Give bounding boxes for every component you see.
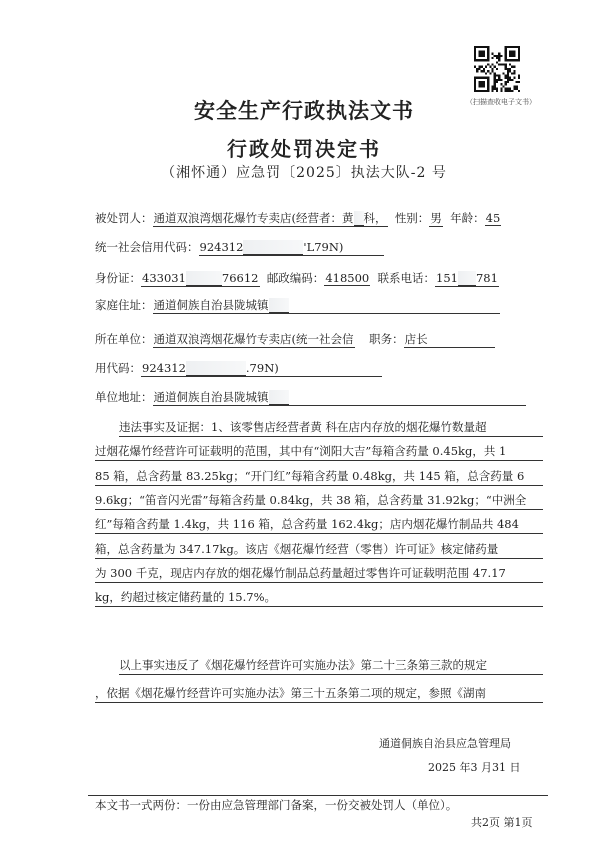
basis-line: ，依据《烟花爆竹经营许可实施办法》第三十五条第二项的规定，参照《湖南 xyxy=(95,685,543,703)
id-label: 身份证： xyxy=(95,271,141,285)
facts-line: 为 300 千克，现店内存放的烟花爆竹制品总药量超过零售许可证载明范围 47.17 xyxy=(95,565,543,583)
footer-note: 本文书一式两份：一份由应急管理部门备案，一份交被处罚人（单位）。 xyxy=(95,798,458,812)
unit-row xyxy=(95,331,495,348)
home-address-value: 通道侗族自治县陇城镇 xyxy=(153,297,500,314)
party-age-label: 年龄： xyxy=(450,211,485,225)
issuing-organization: 通道侗族自治县应急管理局 xyxy=(379,737,511,750)
credit-code-label: 统一社会信用代码： xyxy=(95,240,199,254)
party-name-label: 被处罚人： xyxy=(95,211,153,225)
home-address-row xyxy=(95,297,500,314)
facts-line: kg，约超过核定储药量的 15.7%。 xyxy=(95,589,543,607)
facts-line: 违法事实及证据：1、该零售店经营者黄 科在店内存放的烟花爆竹数量超 xyxy=(119,419,543,437)
document-number: （湘怀通）应急罚〔2025〕执法大队-2 号 xyxy=(161,165,447,181)
qr-caption: （扫描查收电子文书） xyxy=(466,98,536,106)
basis-line: 以上事实违反了《烟花爆竹经营许可实施办法》第二十三条第三款的规定 xyxy=(119,657,543,675)
facts-line: 85 箱，总含药量 83.25kg；“开门红”每箱含药量 0.48kg，共 145 箱，总含药量 6 xyxy=(95,468,543,486)
credit-code-value: 924312 'L79N) xyxy=(199,240,385,256)
unit-code-value: 924312 .79N) xyxy=(141,361,382,377)
unit-address-label: 单位地址： xyxy=(95,390,153,404)
zip-label: 邮政编码： xyxy=(266,271,325,285)
facts-line: 箱，总含药量为 347.17kg。该店《烟花爆竹经营（零售）许可证》核定储药量 xyxy=(95,541,543,559)
unit-code-label: 用代码： xyxy=(95,361,141,375)
unit-address-value: 通道侗族自治县陇城镇 xyxy=(153,389,526,406)
zip-value: 418500 xyxy=(325,271,370,285)
unit-code-row xyxy=(95,360,382,377)
issue-date: 2025 年3 月31 日 xyxy=(428,761,521,774)
phone-value: 151 781 xyxy=(436,271,498,285)
facts-line: 9.6kg；“笛音闪光雷”每箱含药量 0.84kg，共 38 箱，总含药量 31.92kg；“中洲全 xyxy=(95,492,543,510)
party-name-row xyxy=(95,210,501,227)
unit-value: 通道双浪湾烟花爆竹专卖店(统一社会信 xyxy=(153,332,354,346)
id-row xyxy=(95,270,499,287)
facts-line: 红”每箱含药量 1.4kg，共 116 箱，总含药量 162.4kg；店内烟花爆竹制品共 484 xyxy=(95,516,543,534)
post-label: 职务： xyxy=(369,332,404,346)
unit-address-row xyxy=(95,389,526,406)
footer-divider xyxy=(88,795,548,796)
facts-line: 过烟花爆竹经营许可证载明的范围，其中有“浏阳大吉”每箱含药量 0.45kg，共 1 xyxy=(95,443,543,461)
document-title: 行政处罚决定书 xyxy=(227,137,381,161)
page-number: 共2页 第1页 xyxy=(471,816,533,829)
party-name-value: 通道双浪湾烟花爆竹专卖店(经营者：黄 科， xyxy=(153,211,387,225)
phone-label: 联系电话： xyxy=(377,271,436,285)
document-category-title: 安全生产行政执法文书 xyxy=(194,98,414,123)
qr-code xyxy=(474,46,520,92)
home-address-label: 家庭住址： xyxy=(95,298,153,312)
party-sex-label: 性别： xyxy=(394,211,430,225)
id-value: 433031 76612 xyxy=(142,271,259,285)
credit-code-row xyxy=(95,239,384,256)
party-age-value: 45 xyxy=(485,211,501,225)
party-sex-value: 男 xyxy=(430,211,442,225)
unit-label: 所在单位： xyxy=(95,332,153,346)
post-value: 店长 xyxy=(404,331,495,348)
